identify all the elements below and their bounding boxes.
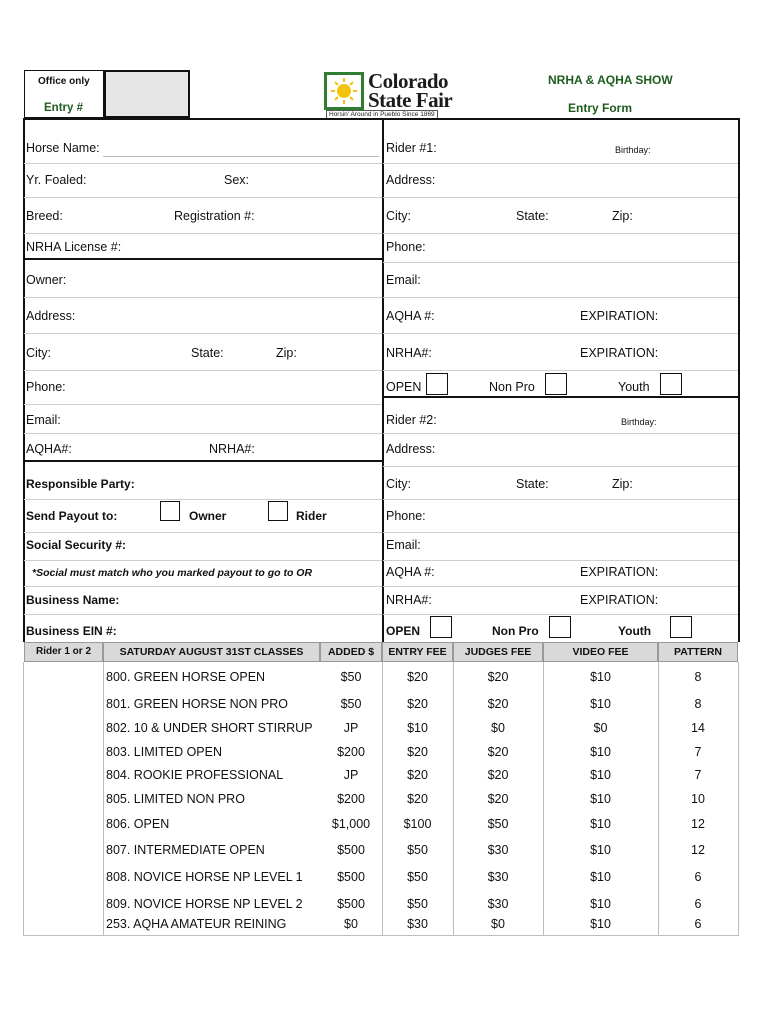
- header-pattern: PATTERN: [658, 642, 738, 662]
- colorado-state-fair-logo: [322, 70, 454, 120]
- owner-nrha-label: NRHA#:: [209, 442, 255, 456]
- judges-fee: $30: [487, 843, 509, 857]
- rider2-nonpro-label: Non Pro: [492, 624, 539, 638]
- entry-fee: $20: [407, 768, 428, 782]
- rider1-address-label: Address:: [386, 173, 436, 187]
- rider1-phone-label: Phone:: [386, 240, 426, 254]
- rider1-youth-label: Youth: [618, 380, 650, 394]
- video-fee: $0: [593, 721, 608, 735]
- owner-label: Owner:: [26, 273, 67, 287]
- added: $1,000: [331, 817, 371, 831]
- sex-label: Sex:: [224, 173, 250, 187]
- business-ein-label: Business EIN #:: [26, 624, 117, 638]
- judges-fee: $20: [487, 792, 509, 806]
- rider1-section-bottom: [383, 396, 739, 398]
- entry-fee: $30: [407, 917, 428, 931]
- entry-fee: $50: [407, 843, 428, 857]
- pattern: 8: [694, 697, 702, 711]
- horse-section-bottom: [24, 258, 382, 260]
- horse-name-field[interactable]: [103, 156, 379, 157]
- rider1-zip-label: Zip:: [612, 209, 633, 223]
- owner-state-label: State:: [191, 346, 224, 360]
- owner-section-bottom: [24, 460, 382, 462]
- rider2-youth-label: Youth: [618, 624, 652, 638]
- video-fee: $10: [590, 697, 611, 711]
- rider1-aqha-expiration-label: EXPIRATION:: [580, 309, 659, 323]
- judges-fee: $30: [487, 897, 509, 911]
- rider2-aqha-label: AQHA #:: [386, 565, 435, 579]
- ssn-note: *Social must match who you marked payout to go to OR: [32, 567, 313, 579]
- rider1-open-checkbox[interactable]: [426, 373, 448, 395]
- horse-name-label: Horse Name:: [26, 141, 100, 155]
- pattern: 12: [691, 843, 705, 857]
- rider1-state-label: State:: [516, 209, 549, 223]
- rider2-address-label: Address:: [386, 442, 436, 456]
- class-name: 806. OPEN: [106, 817, 170, 831]
- video-fee: $10: [590, 870, 611, 884]
- header-rider: Rider 1 or 2: [24, 642, 103, 662]
- rider2-birthday-label: Birthday:: [621, 417, 657, 427]
- entry-number-label: Entry #: [44, 102, 83, 114]
- logo-line-2: State Fair: [368, 88, 453, 112]
- office-only-label: Office only: [38, 76, 90, 87]
- class-name: 808. NOVICE HORSE NP LEVEL 1: [106, 870, 303, 884]
- entry-fee: $10: [407, 721, 428, 735]
- owner-zip-label: Zip:: [276, 346, 297, 360]
- rider2-nrha-expiration-label: EXPIRATION:: [580, 593, 659, 607]
- rider1-nrha-expiration-label: EXPIRATION:: [580, 346, 659, 360]
- header-judges-fee: JUDGES FEE: [453, 642, 543, 662]
- rider2-phone-label: Phone:: [386, 509, 426, 523]
- rider1-birthday-label: Birthday:: [615, 145, 651, 155]
- added: $50: [340, 670, 362, 684]
- rider1-nonpro-checkbox[interactable]: [545, 373, 567, 395]
- rider2-email-label: Email:: [386, 538, 421, 552]
- entry-fee: $20: [407, 745, 428, 759]
- owner-email-label: Email:: [26, 413, 61, 427]
- owner-phone-label: Phone:: [26, 380, 66, 394]
- video-fee: $10: [590, 843, 611, 857]
- header-classes: SATURDAY AUGUST 31ST CLASSES: [103, 642, 320, 662]
- header-video-fee: VIDEO FEE: [543, 642, 658, 662]
- judges-fee: $20: [487, 768, 509, 782]
- form-right-border: [738, 118, 740, 642]
- send-payout-label: Send Payout to:: [26, 509, 118, 523]
- rider2-youth-checkbox[interactable]: [670, 616, 692, 638]
- table-right-border: [738, 662, 739, 936]
- owner-city-label: City:: [26, 346, 51, 360]
- video-fee: $10: [590, 917, 611, 931]
- judges-fee: $0: [491, 917, 505, 931]
- rider1-city-label: City:: [386, 209, 411, 223]
- sun-logo-icon: [324, 72, 364, 110]
- added: $0: [344, 917, 358, 931]
- owner-address-label: Address:: [26, 309, 76, 323]
- pattern: 6: [694, 870, 702, 884]
- class-name: 809. NOVICE HORSE NP LEVEL 2: [106, 897, 303, 911]
- video-fee: $10: [590, 745, 611, 759]
- added: JP: [343, 721, 359, 735]
- entry-fee: $20: [407, 792, 428, 806]
- pattern: 14: [691, 721, 705, 735]
- class-name: 805. LIMITED NON PRO: [106, 792, 245, 806]
- rider2-nrha-label: NRHA#:: [386, 593, 432, 607]
- class-name: 800. GREEN HORSE OPEN: [106, 670, 266, 684]
- payout-rider-checkbox[interactable]: [268, 501, 288, 521]
- rider1-nrha-label: NRHA#:: [386, 346, 432, 360]
- rider2-open-checkbox[interactable]: [430, 616, 452, 638]
- class-name: 807. INTERMEDIATE OPEN: [106, 843, 265, 857]
- entry-fee: $50: [407, 870, 428, 884]
- class-name: 803. LIMITED OPEN: [106, 745, 223, 759]
- added: $500: [337, 870, 365, 884]
- video-fee: $10: [590, 768, 611, 782]
- pattern: 10: [691, 792, 705, 806]
- yr-foaled-label: Yr. Foaled:: [26, 173, 87, 187]
- business-name-label: Business Name:: [26, 593, 120, 607]
- logo-line-1: Colorado: [368, 69, 448, 93]
- rider1-youth-checkbox[interactable]: [660, 373, 682, 395]
- judges-fee: $20: [487, 670, 509, 684]
- rider2-open-label: OPEN: [386, 624, 421, 638]
- rider2-state-label: State:: [516, 477, 549, 491]
- judges-fee: $20: [487, 745, 509, 759]
- rider1-label: Rider #1:: [386, 141, 437, 155]
- form-title: Entry Form: [568, 101, 633, 115]
- nrha-license-label: NRHA License #:: [26, 240, 122, 254]
- video-fee: $10: [590, 670, 611, 684]
- judges-fee: $50: [487, 817, 509, 831]
- class-name: 802. 10 & UNDER SHORT STIRRUP: [106, 721, 313, 735]
- pattern: 12: [691, 817, 705, 831]
- video-fee: $10: [590, 792, 611, 806]
- added: $200: [337, 792, 365, 806]
- video-fee: $10: [590, 897, 611, 911]
- added: $200: [337, 745, 365, 759]
- rider1-nonpro-label: Non Pro: [489, 380, 535, 394]
- payout-rider-label: Rider: [296, 509, 327, 523]
- logo-tagline: Horsin' Around in Pueblo Since 1869: [326, 110, 438, 120]
- rider2-label: Rider #2:: [386, 413, 437, 427]
- rider2-nonpro-checkbox[interactable]: [549, 616, 571, 638]
- added: $50: [340, 697, 362, 711]
- ssn-label: Social Security #:: [26, 538, 127, 552]
- responsible-party-label: Responsible Party:: [26, 477, 135, 491]
- class-name: 804. ROOKIE PROFESSIONAL: [106, 768, 284, 782]
- header-added: ADDED $: [320, 642, 382, 662]
- pattern: 7: [694, 768, 702, 782]
- rider2-zip-label: Zip:: [612, 477, 633, 491]
- rider1-open-label: OPEN: [386, 380, 422, 394]
- entry-fee: $20: [407, 670, 428, 684]
- added: JP: [343, 768, 359, 782]
- pattern: 6: [694, 917, 702, 931]
- judges-fee: $20: [487, 697, 509, 711]
- rider2-city-label: City:: [386, 477, 411, 491]
- rider1-aqha-label: AQHA #:: [386, 309, 435, 323]
- judges-fee: $30: [487, 870, 509, 884]
- judges-fee: $0: [491, 721, 505, 735]
- pattern: 8: [694, 670, 702, 684]
- rider1-email-label: Email:: [386, 273, 421, 287]
- header-entry-fee: ENTRY FEE: [382, 642, 453, 662]
- table-left-border: [23, 662, 24, 936]
- entry-fee: $20: [407, 697, 428, 711]
- payout-owner-checkbox[interactable]: [160, 501, 180, 521]
- entry-number-field[interactable]: [104, 70, 190, 118]
- payout-owner-label: Owner: [189, 509, 227, 523]
- table-bottom-border: [23, 935, 739, 936]
- added: $500: [337, 843, 365, 857]
- video-fee: $10: [590, 817, 611, 831]
- added: $500: [337, 897, 365, 911]
- owner-aqha-label: AQHA#:: [26, 442, 72, 456]
- class-name: 801. GREEN HORSE NON PRO: [106, 697, 288, 711]
- pattern: 6: [694, 897, 702, 911]
- pattern: 7: [694, 745, 702, 759]
- show-title: NRHA & AQHA SHOW: [548, 73, 673, 87]
- entry-fee: $100: [403, 817, 432, 831]
- rider2-aqha-expiration-label: EXPIRATION:: [580, 565, 659, 579]
- registration-label: Registration #:: [174, 209, 255, 223]
- class-name: 253. AQHA AMATEUR REINING: [106, 917, 287, 931]
- breed-label: Breed:: [26, 209, 63, 223]
- entry-fee: $50: [407, 897, 428, 911]
